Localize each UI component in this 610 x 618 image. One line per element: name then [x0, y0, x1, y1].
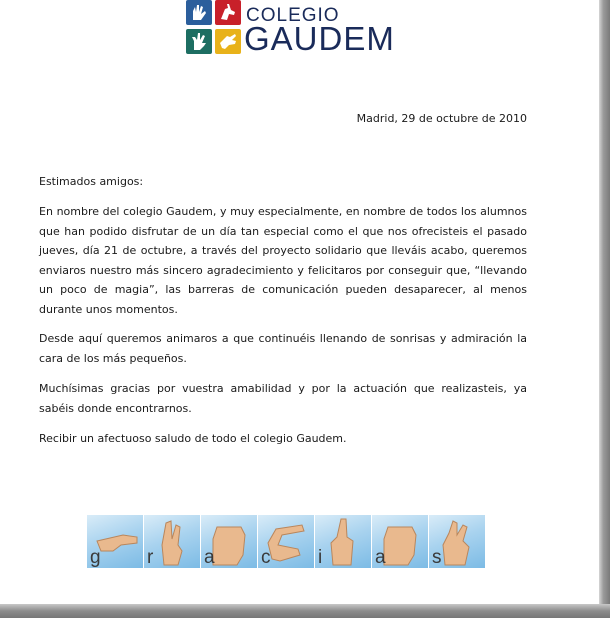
hand-tile-green-icon [186, 29, 212, 54]
sign-letter-label: c [261, 547, 271, 568]
letter-closing: Recibir un afectuoso saludo de todo el colegio Gaudem. [39, 432, 347, 445]
logo-colegio-text: COLEGIO [246, 5, 340, 26]
letter-paragraph: Desde aquí queremos animaros a que continuéis llenando de sonrisas y admiración la cara de los más pequeños. [39, 332, 527, 365]
letter-salutation: Estimados amigos: [39, 175, 144, 188]
hand-tile-red-icon [215, 0, 241, 25]
sign-letter-label: s [432, 547, 442, 568]
sign-language-hand-icon [315, 515, 371, 568]
hand-tile-yellow-icon [215, 29, 241, 54]
gracias-sign-language-strip [87, 515, 485, 568]
logo-gaudem-text: GAUDEM [244, 20, 395, 57]
sign-letter-label: a [204, 547, 215, 568]
letter-paragraph: En nombre del colegio Gaudem, y muy especialmente, en nombre de todos los alumnos que han podido disfrutar de un día tan especial como el que nos ofrecisteis el pasado jueves, día 21 de octubre, a través del proyecto solidario que lleváis acabo, queremos enviaros nuestro más sincero agradecimiento y felicitaros por conseguir que, “llevando un poco de magia”, las barreras de comunicación pueden desaparecer, al menos durante unos momentos. [39, 205, 527, 316]
letter-paragraph: Muchísimas gracias por vuestra amabilidad y por la actuación que realizasteis, ya sabéis donde encontrarnos. [39, 382, 527, 415]
sign-letter-label: g [90, 547, 101, 568]
hand-tile-blue-icon [186, 0, 212, 25]
letter-date: Madrid, 29 de octubre de 2010 [356, 112, 527, 125]
page-shadow-right [599, 0, 610, 618]
sign-letter-label: r [147, 547, 154, 568]
sign-letter-r [144, 515, 200, 568]
sign-letter-a [201, 515, 257, 568]
page-shadow-bottom [0, 604, 610, 618]
sign-letter-label: i [318, 547, 323, 568]
sign-letter-s [429, 515, 485, 568]
sign-letter-c [258, 515, 314, 568]
sign-letter-label: a [375, 547, 386, 568]
sign-letter-g [87, 515, 143, 568]
sign-letter-i [315, 515, 371, 568]
sign-letter-a-2 [372, 515, 428, 568]
